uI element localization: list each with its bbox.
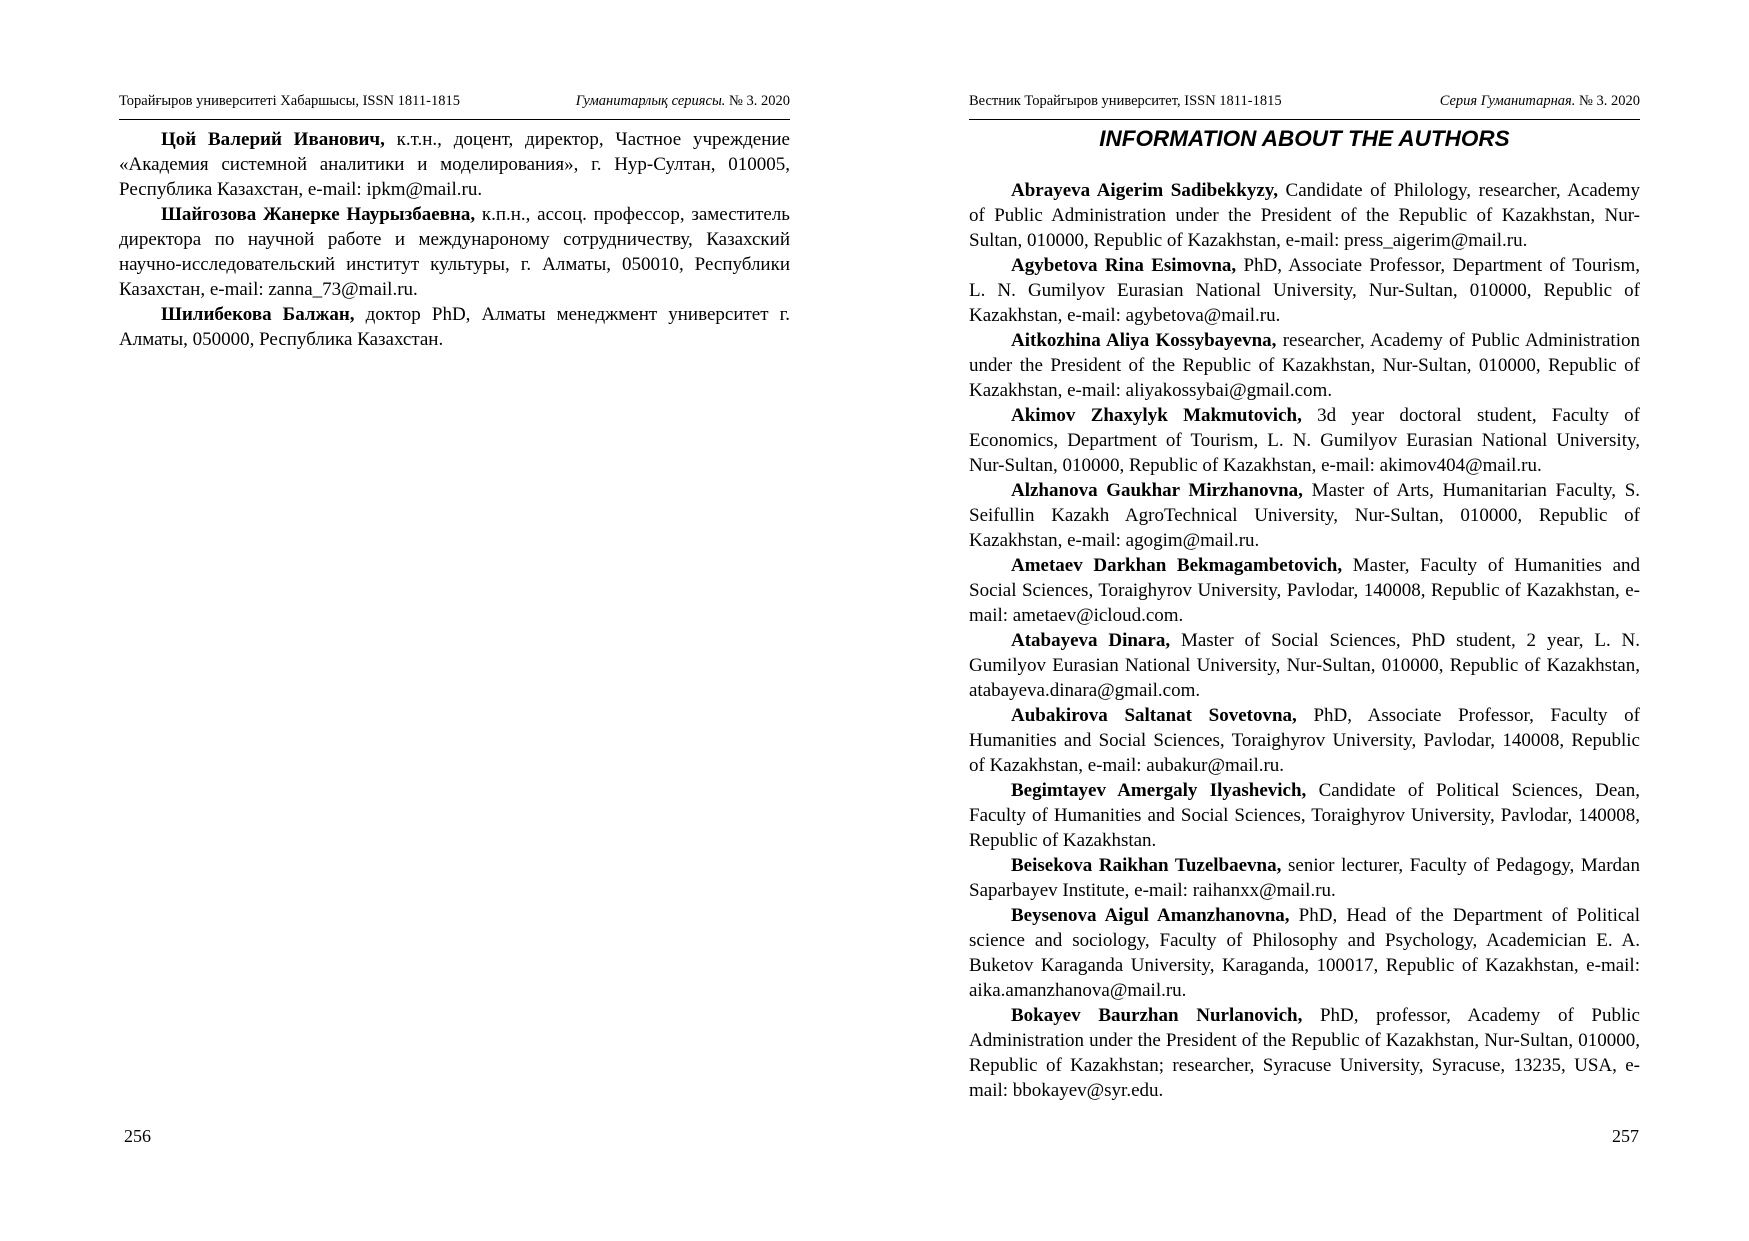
series-info [576,93,790,110]
author-details: PhD, Head of the Department of Political science and sociology, Faculty of Philosophy and Psychology, Academician E. A. Buketov Karaganda University, Karaganda, 100017, Republic of Kazakhstan, e-mail: aika.amanzhanova@mail.ru. [969,905,1640,1001]
author-entry [969,628,1640,703]
author-name: Beysenova Aigul Amanzhanovna, [1011,905,1290,926]
author-entry [969,903,1640,1003]
author-details: 3d year doctoral student, Faculty of Economics, Department of Tourism, L. N. Gumilyov Eurasian National University, Nur-Sultan, 010000, Republic of Kazakhstan, e-mail: akimov404@mail.ru. [969,405,1640,476]
author-details: к.т.н., доцент, директор, Частное учреждение «Академия системной аналитики и моделирования», г. Нур-Султан, 010005, Республика Казахстан, e-mail: ipkm@mail.ru. [119,129,790,200]
series-name: Серия Гуманитарная. [1439,93,1576,109]
author-entry [969,853,1640,903]
author-entry [969,1003,1640,1103]
author-name: Ametaev Darkhan Bekmagambetovich, [1011,555,1343,576]
author-name: Bokayev Baurzhan Nurlanovich, [1011,1005,1303,1026]
author-entry [969,703,1640,778]
running-header [119,93,790,120]
author-name: Шилибекова Балжан, [161,304,355,325]
running-header [969,93,1640,120]
journal-title: Вестник Торайгыров университет, ISSN 1811-1815 [969,93,1282,109]
author-details: к.п.н., ассоц. профессор, заместитель директора по научной работе и междунароному сотрудничеству, Казахский научно-исследовательский институт культуры, г. Алматы, 050010, Республики Казахстан, e-mail: zanna_73@mail.ru. [119,204,790,300]
author-details: Master of Social Sciences, PhD student, 2 year, L. N. Gumilyov Eurasian National University, Nur-Sultan, 010000, Republic of Kazakhstan, atabayeva.dinara@gmail.com. [969,630,1640,701]
issue-number: № 3. 2020 [729,93,790,109]
author-name: Цой Валерий Иванович, [161,129,385,150]
left-page [0,0,874,1241]
page-number: 256 [124,1126,151,1146]
author-details: PhD, Associate Professor, Department of Tourism, L. N. Gumilyov Eurasian National University, Nur-Sultan, 010000, Republic of Kazakhstan, e-mail: agybetova@mail.ru. [969,255,1641,326]
author-entry [969,178,1640,253]
author-name: Akimov Zhaxylyk Makmutovich, [1011,405,1302,426]
author-name: Alzhanova Gaukhar Mirzhanovna, [1011,480,1303,501]
author-entry [969,778,1640,853]
author-details: Candidate of Philology, researcher, Academy of Public Administration under the President of the Republic of Kazakhstan, Nur-Sultan, 010000, Republic of Kazakhstan, e-mail: press_aigerim@mail.ru. [969,180,1640,251]
author-entry [119,202,790,302]
author-list [969,178,1640,1103]
author-name: Aitkozhina Aliya Kossybayevna, [1011,330,1277,351]
author-entry [969,478,1640,553]
journal-title: Торайғыров университеті Хабаршысы, ISSN 1811-1815 [119,93,460,109]
author-details: Master, Faculty of Humanities and Social Sciences, Toraighyrov University, Pavlodar, 140008, Republic of Kazakhstan, e-mail: ametaev@icloud.com. [969,555,1640,626]
series-info [1440,93,1640,110]
author-list [119,127,790,352]
author-entry [119,127,790,202]
author-details: senior lecturer, Faculty of Pedagogy, Mardan Saparbayev Institute, e-mail: raihanxx@mail.ru. [969,855,1640,901]
author-name: Atabayeva Dinara, [1011,630,1171,651]
author-entry [119,302,790,352]
author-entry [969,253,1640,328]
author-name: Abrayeva Aigerim Sadibekkyzy, [1011,180,1278,201]
page-number: 257 [1612,1126,1639,1146]
author-name: Begimtayev Amergaly Ilyashevich, [1011,780,1307,801]
issue-number: № 3. 2020 [1579,93,1640,109]
author-name: Beisekova Raikhan Tuzelbaevna, [1011,855,1282,876]
author-details: доктор PhD, Алматы менеджмент университет г. Алматы, 050000, Республика Казахстан. [119,304,791,350]
author-details: Master of Arts, Humanitarian Faculty, S. Seifullin Kazakh AgroTechnical University, Nur-Sultan, 010000, Republic of Kazakhstan, e-mail: agogim@mail.ru. [969,480,1641,551]
author-details: PhD, Associate Professor, Faculty of Humanities and Social Sciences, Toraighyrov University, Pavlodar, 140008, Republic of Kazakhstan, e-mail: aubakur@mail.ru. [969,705,1640,776]
author-entry [969,403,1640,478]
series-name: Гуманитарлық сериясы. [575,93,726,109]
author-details: researcher, Academy of Public Administration under the President of the Republic of Kazakhstan, Nur-Sultan, 010000, Republic of Kazakhstan, e-mail: aliyakossybai@gmail.com. [969,330,1640,401]
section-title: INFORMATION ABOUT THE AUTHORS [1099,126,1510,151]
author-name: Aubakirova Saltanat Sovetovna, [1011,705,1297,726]
author-name: Шайгозова Жанерке Наурызбаевна, [161,204,476,225]
author-details: PhD, professor, Academy of Public Administration under the President of the Republic of Kazakhstan, Nur-Sultan, 010000, Republic of Kazakhstan; researcher, Syracuse University, Syracuse, 13235, USA, e-mail: bbokayev@syr.edu. [969,1005,1640,1101]
author-name: Agybetova Rina Esimovna, [1011,255,1237,276]
right-page [874,0,1748,1241]
author-entry [969,328,1640,403]
author-details: Candidate of Political Sciences, Dean, Faculty of Humanities and Social Sciences, Toraighyrov University, Pavlodar, 140008, Republic of Kazakhstan. [969,780,1640,851]
author-entry [969,553,1640,628]
